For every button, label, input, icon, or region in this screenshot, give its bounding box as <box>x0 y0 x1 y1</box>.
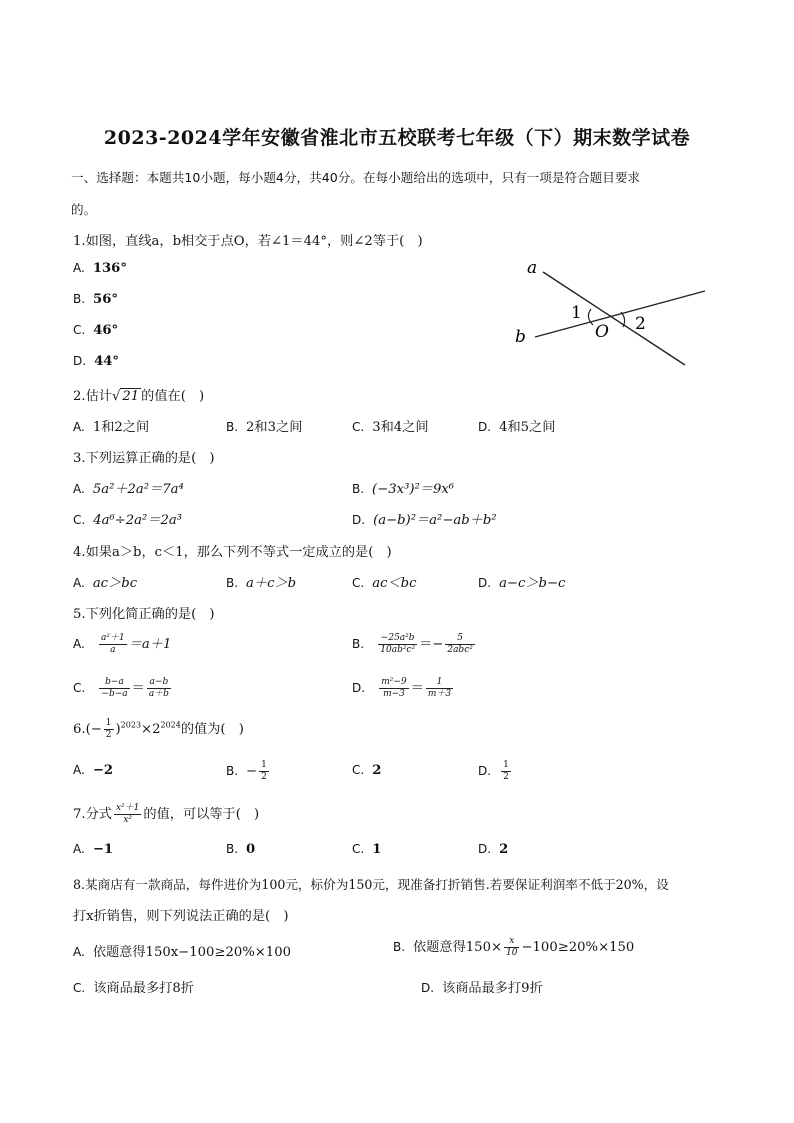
q8-option-b: B. 依题意得150× $\frac{x}{10}$ −100≥20%×150 <box>393 936 635 958</box>
label-b: b <box>515 327 526 347</box>
q1-option-d: D. 44° <box>73 354 120 369</box>
question-5-stem: 5.下列化简正确的是( ) <box>73 607 215 622</box>
section-instruction-line2: 的。 <box>71 202 97 217</box>
q5-option-b: B. $\frac{\text{−25a²b}}{\text{10ab²c²}}$ ＝− $\frac{5}{\text{2abc²}}$ <box>352 633 473 655</box>
q5-option-d: D. $\frac{\text{m²−9}}{m-3}$ ＝ $\frac{1}{m+3}$ <box>352 677 452 699</box>
question-3-stem: 3.下列运算正确的是( ) <box>73 451 215 466</box>
question-2-stem: 2.估计√ 21 的值在( ) <box>73 389 205 404</box>
q6-option-a: A. −2 <box>73 763 114 778</box>
q5-option-c: C. $\frac{b-a}{-b-a}$ ＝ $\frac{a-b}{a+b}$ <box>73 677 169 699</box>
q4-option-d: D. a−c＞b−c <box>478 576 566 591</box>
q7-option-a: A. −1 <box>73 842 114 857</box>
q4-option-c: C. ac＜bc <box>352 576 417 591</box>
q6-option-d: D. $\frac{1}{2}$ <box>478 760 509 782</box>
label-a: a <box>527 258 538 278</box>
q2-option-b: B. 2和3之间 <box>226 420 303 435</box>
q3-option-d: D. (a−b)²＝a²−ab＋b² <box>352 513 497 528</box>
q8-option-c: C. 该商品最多打8折 <box>73 981 194 996</box>
q3-option-b: B. (−3x³)²＝9x⁶ <box>352 482 455 497</box>
question-6-stem: 6.(− $\frac{1}{2}$ )$^{2023}\times 2^{2024}$的值为( ) <box>73 718 244 740</box>
q7-option-c: C. 1 <box>352 842 382 857</box>
question-7-stem: 7.分式 $\frac{\text{x²＋1}}{\text{x²}}$ 的值，可以等于( ) <box>73 803 260 825</box>
question-8-stem-line1: 8.某商店有一款商品，每件进价为100元，标价为150元，现准备打折销售.若要保证利润率不低于20%，设 <box>73 877 669 892</box>
label-o: O <box>595 322 609 342</box>
page-title: 2023-2024学年安徽省淮北市五校联考七年级（下）期末数学试卷 <box>103 127 691 149</box>
q1-option-a: A. 136° <box>73 261 127 276</box>
q2-option-d: D. 4和5之间 <box>478 420 556 435</box>
line-b <box>535 291 705 337</box>
q4-option-b: B. a＋c＞b <box>226 576 297 591</box>
label-angle-1: 1 <box>571 303 582 323</box>
q7-option-d: D. 2 <box>478 842 509 857</box>
q2-option-c: C. 3和4之间 <box>352 420 429 435</box>
q4-option-a: A. ac＞bc <box>73 576 138 591</box>
label-angle-2: 2 <box>635 314 646 334</box>
q3-option-c: C. 4a⁶÷2a²＝2a³ <box>73 513 183 528</box>
question-1-stem: 1.如图，直线a，b相交于点O，若∠1＝44°，则∠2等于( ) <box>73 234 423 249</box>
q6-option-b: B. − $\frac{1}{2}$ <box>226 760 267 782</box>
q8-option-a: A. 依题意得150x−100≥20%×100 <box>73 945 291 960</box>
q8-option-d: D. 该商品最多打9折 <box>421 981 543 996</box>
q1-option-c: C. 46° <box>73 323 119 338</box>
question-4-stem: 4.如果a＞b，c＜1，那么下列不等式一定成立的是( ) <box>73 545 392 560</box>
q7-option-b: B. 0 <box>226 842 256 857</box>
q2-option-a: A. 1和2之间 <box>73 420 150 435</box>
line-a <box>543 272 685 365</box>
q5-option-a: A. $\frac{\text{a²＋1}}{a}$ ＝a＋1 <box>73 633 172 655</box>
q6-option-c: C. 2 <box>352 763 382 778</box>
q3-option-a: A. 5a²＋2a²＝7a⁴ <box>73 482 184 497</box>
intersecting-lines-figure <box>505 255 720 375</box>
section-instruction-line1: 一、选择题：本题共10小题，每小题4分，共40分。在每小题给出的选项中，只有一项是符合题目要求 <box>71 170 641 185</box>
q1-option-b: B. 56° <box>73 292 118 307</box>
question-8-stem-line2: 打x折销售，则下列说法正确的是( ) <box>73 909 289 924</box>
